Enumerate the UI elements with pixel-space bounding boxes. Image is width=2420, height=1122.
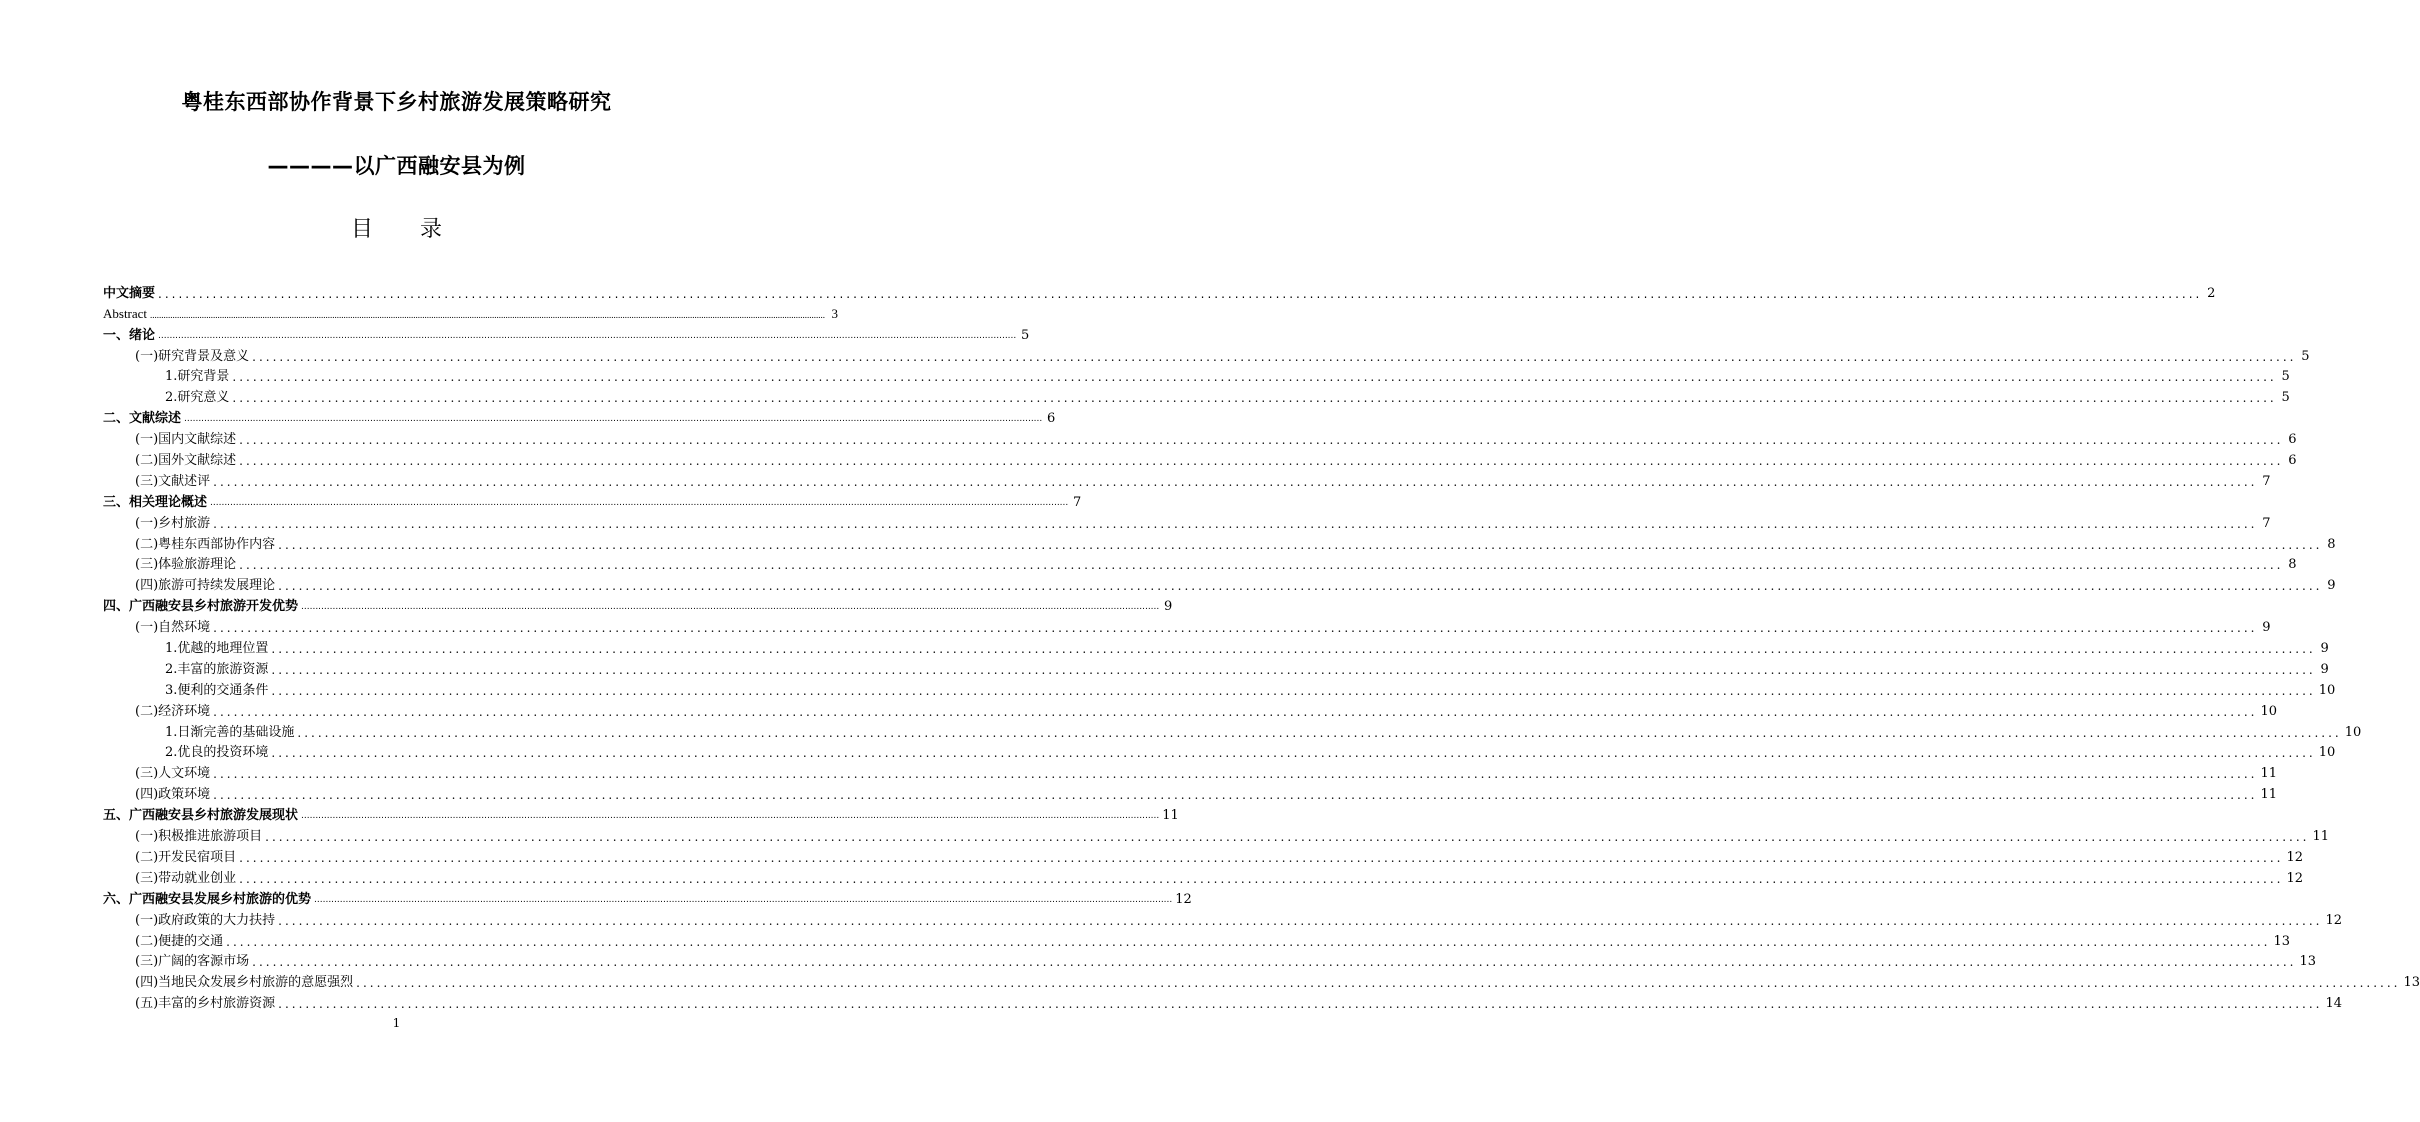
toc-entry[interactable]: (一)自然环境 ............................................................................................................................................................................................................................................................................................................ 9 bbox=[135, 620, 2271, 636]
toc-entry[interactable]: (三)带动就业创业 ............................................................................................................................................................................................................................................................................................................ 12 bbox=[135, 870, 2304, 886]
toc-entry[interactable]: (四)当地民众发展乡村旅游的意愿强烈 ............................................................................................................................................................................................................................................................................................................ 13 bbox=[135, 975, 2420, 991]
toc-entry[interactable]: Abstract ............................................................................................................................................................................................................................................................................................................ 3 bbox=[103, 305, 839, 321]
toc-entry[interactable]: (四)旅游可持续发展理论 ............................................................................................................................................................................................................................................................................................................ 9 bbox=[135, 578, 2336, 594]
toc-entry[interactable]: (一)研究背景及意义 ............................................................................................................................................................................................................................................................................................................ 5 bbox=[135, 348, 2310, 364]
toc-entry[interactable]: (二)经济环境 ............................................................................................................................................................................................................................................................................................................ 10 bbox=[135, 703, 2278, 719]
document-title: 粤桂东西部协作背景下乡村旅游发展策略研究 bbox=[181, 90, 612, 114]
toc-entry[interactable]: 中文摘要 ............................................................................................................................................................................................................................................................................................................ 2 bbox=[103, 285, 2216, 301]
toc-entry[interactable]: (一)国内文献综述 ............................................................................................................................................................................................................................................................................................................ 6 bbox=[135, 432, 2297, 448]
toc-entry[interactable]: 2.优良的投资环境 ............................................................................................................................................................................................................................................................................................................ 10 bbox=[165, 745, 2336, 761]
toc-entry[interactable]: 1.研究背景 ............................................................................................................................................................................................................................................................................................................ 5 bbox=[165, 369, 2290, 385]
toc-entry[interactable]: (二)便捷的交通 ............................................................................................................................................................................................................................................................................................................ 13 bbox=[135, 933, 2291, 949]
toc-entry[interactable]: 六、广西融安县发展乡村旅游的优势 ............................................................................................................................................................................................................................................................................................................ 12 bbox=[103, 891, 1192, 907]
document-subtitle: ————以广西融安县为例 bbox=[267, 154, 526, 178]
toc-entry[interactable]: 五、广西融安县乡村旅游发展现状 ............................................................................................................................................................................................................................................................................................................ 11 bbox=[103, 808, 1179, 824]
toc-entry[interactable]: 2.研究意义 ............................................................................................................................................................................................................................................................................................................ 5 bbox=[165, 390, 2290, 406]
table-of-contents bbox=[103, 280, 2420, 1012]
toc-heading: 目 录 bbox=[351, 217, 462, 242]
toc-entry[interactable]: (四)政策环境 ............................................................................................................................................................................................................................................................................................................ 11 bbox=[135, 787, 2278, 803]
toc-entry[interactable]: 四、广西融安县乡村旅游开发优势 ............................................................................................................................................................................................................................................................................................................ 9 bbox=[103, 599, 1173, 615]
toc-entry[interactable]: (一)乡村旅游 ............................................................................................................................................................................................................................................................................................................ 7 bbox=[135, 515, 2271, 531]
page-number: 1 bbox=[392, 1016, 401, 1030]
toc-entry[interactable]: 3.便利的交通条件 ............................................................................................................................................................................................................................................................................................................ 10 bbox=[165, 682, 2336, 698]
toc-entry[interactable]: (二)粤桂东西部协作内容 ............................................................................................................................................................................................................................................................................................................ 8 bbox=[135, 536, 2336, 552]
toc-entry[interactable]: (三)文献述评 ............................................................................................................................................................................................................................................................................................................ 7 bbox=[135, 473, 2271, 489]
toc-entry[interactable]: (三)体验旅游理论 ............................................................................................................................................................................................................................................................................................................ 8 bbox=[135, 557, 2297, 573]
toc-entry[interactable]: 三、相关理论概述 ............................................................................................................................................................................................................................................................................................................ 7 bbox=[103, 494, 1082, 510]
toc-entry[interactable]: 二、文献综述 ............................................................................................................................................................................................................................................................................................................ 6 bbox=[103, 411, 1056, 427]
toc-entry[interactable]: (一)积极推进旅游项目 ............................................................................................................................................................................................................................................................................................................ 11 bbox=[135, 829, 2330, 845]
toc-entry[interactable]: 2.丰富的旅游资源 ............................................................................................................................................................................................................................................................................................................ 9 bbox=[165, 661, 2329, 677]
toc-entry[interactable]: (二)国外文献综述 ............................................................................................................................................................................................................................................................................................................ 6 bbox=[135, 453, 2297, 469]
toc-entry[interactable]: (三)人文环境 ............................................................................................................................................................................................................................................................................................................ 11 bbox=[135, 766, 2278, 782]
toc-entry[interactable]: (三)广阔的客源市场 ............................................................................................................................................................................................................................................................................................................ 13 bbox=[135, 954, 2317, 970]
toc-entry[interactable]: 一、绪论 ............................................................................................................................................................................................................................................................................................................ 5 bbox=[103, 327, 1030, 343]
toc-entry[interactable]: (二)开发民宿项目 ............................................................................................................................................................................................................................................................................................................ 12 bbox=[135, 849, 2304, 865]
toc-entry[interactable]: 1.日渐完善的基础设施 ............................................................................................................................................................................................................................................................................................................ 10 bbox=[165, 724, 2362, 740]
toc-entry[interactable]: (一)政府政策的大力扶持 ............................................................................................................................................................................................................................................................................................................ 12 bbox=[135, 912, 2343, 928]
toc-entry[interactable]: (五)丰富的乡村旅游资源 ............................................................................................................................................................................................................................................................................................................ 14 bbox=[135, 996, 2343, 1012]
toc-entry[interactable]: 1.优越的地理位置 ............................................................................................................................................................................................................................................................................................................ 9 bbox=[165, 641, 2329, 657]
